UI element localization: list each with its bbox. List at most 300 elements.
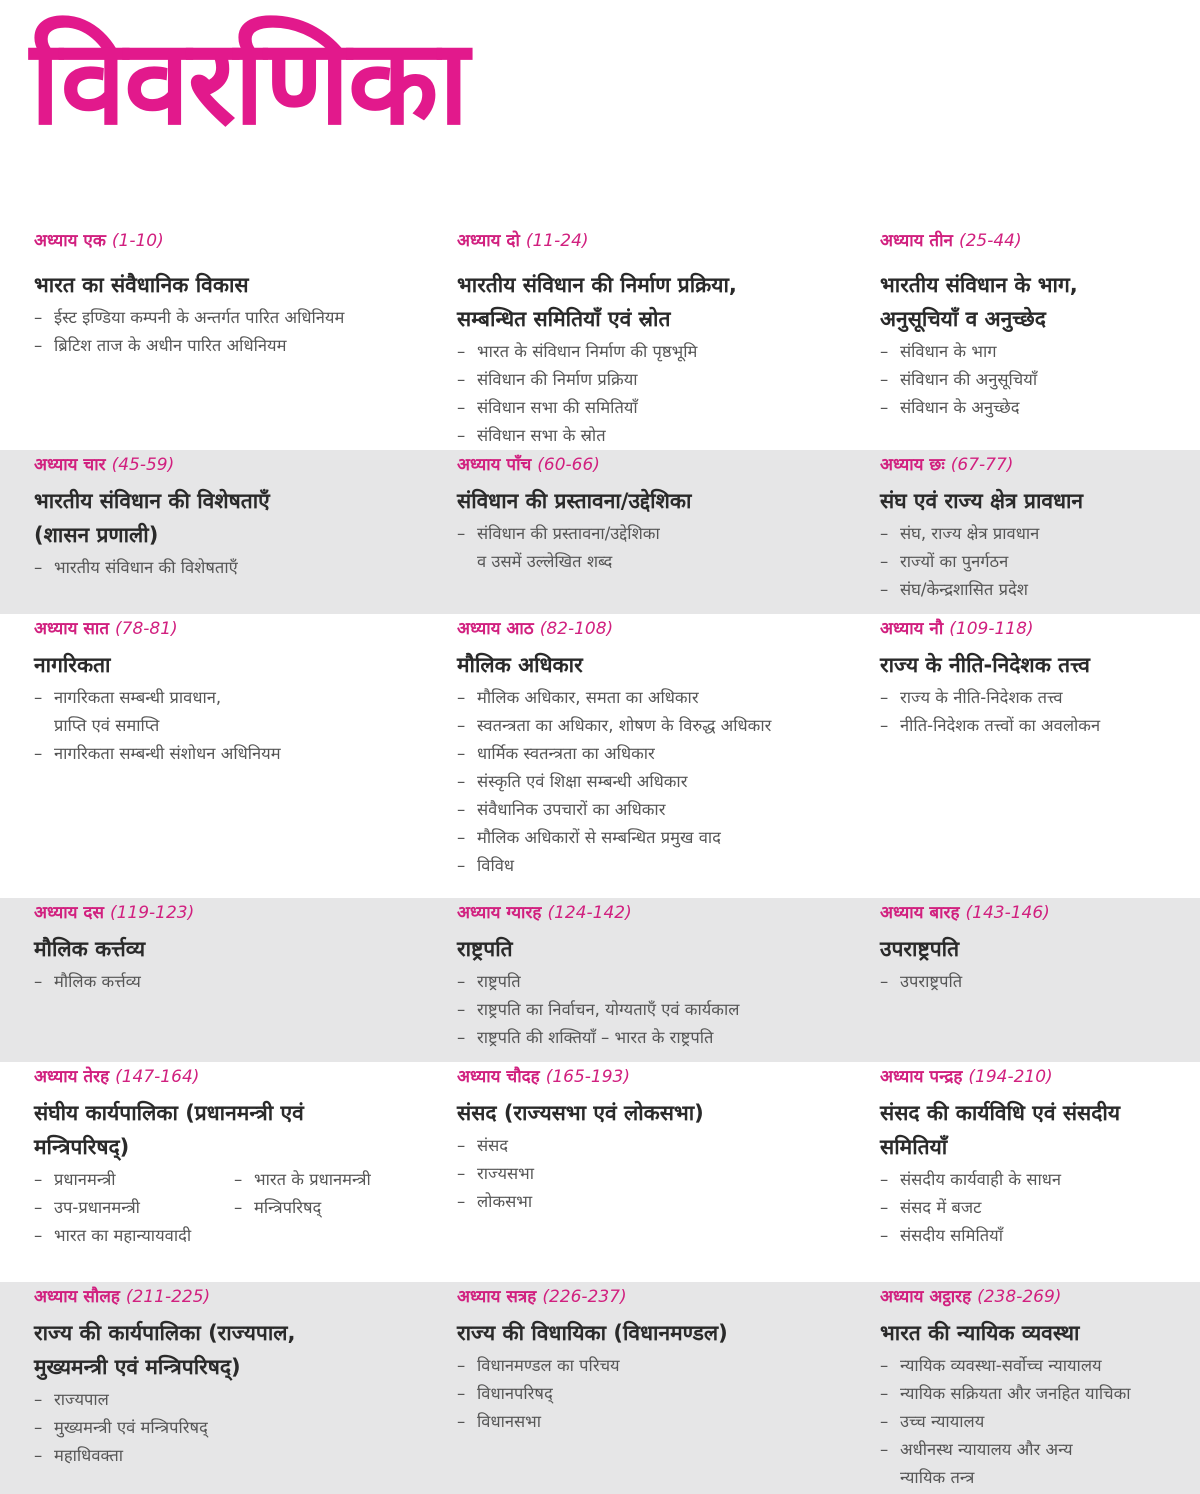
chapter-title-line: मुख्यमन्त्री एवं मन्त्रिपरिषद्): [34, 1355, 241, 1379]
chapter-page-range: (211-225): [125, 1287, 211, 1307]
topic-list: [457, 1352, 728, 1436]
topic-dash: –: [457, 744, 466, 763]
topic-list: [880, 1166, 1120, 1250]
topic-dash: –: [880, 552, 889, 571]
topic-list: [880, 338, 1078, 422]
topic-text: विधानमण्डल का परिचय: [477, 1356, 620, 1375]
chapter-heading: [34, 1066, 371, 1088]
chapter-number: अध्याय अट्ठारह: [880, 1287, 972, 1307]
topic-text: मौलिक अधिकारों से सम्बन्धित प्रमुख वाद: [477, 828, 721, 847]
topic-text: विधानसभा: [477, 1412, 542, 1431]
chapter-row: [0, 898, 1200, 1062]
topic-item: [457, 824, 771, 852]
topic-dash: –: [457, 856, 466, 875]
chapter-title-line: समितियाँ: [880, 1135, 948, 1159]
chapter-heading: [34, 230, 344, 252]
chapter-number: अध्याय तीन: [880, 231, 953, 251]
chapter-heading: [457, 618, 771, 640]
topic-list: [457, 338, 737, 450]
topic-text: संस्कृति एवं शिक्षा सम्बन्धी अधिकार: [477, 772, 688, 791]
chapter-title-line: संसद की कार्यविधि एवं संसदीय: [880, 1101, 1121, 1125]
chapter-title: [34, 1316, 295, 1384]
topic-dash: –: [34, 972, 43, 991]
topic-dash: –: [34, 1198, 43, 1217]
topic-item: [34, 1414, 295, 1442]
chapter-title-line: भारतीय संविधान के भाग,: [880, 273, 1078, 297]
chapter-number: अध्याय एक: [34, 231, 106, 251]
topic-dash: –: [457, 828, 466, 847]
chapter-title-line: नागरिकता: [34, 653, 111, 677]
chapter-page-range: (119-123): [109, 903, 195, 923]
topic-text: उच्च न्यायालय: [900, 1412, 985, 1431]
topic-columns: [34, 1164, 371, 1250]
topic-item: [880, 968, 1050, 996]
chapter-title-line: (शासन प्रणाली): [34, 523, 159, 547]
chapter-number: अध्याय बारह: [880, 903, 960, 923]
topic-list: [457, 684, 771, 880]
chapter-block: [880, 1066, 1120, 1250]
topic-text: प्राप्ति एवं समाप्ति: [54, 716, 160, 735]
topic-text: संविधान सभा के स्रोत: [477, 426, 606, 445]
topic-dash: –: [880, 524, 889, 543]
topic-text: राष्ट्रपति की शक्तियाँ – भारत के राष्ट्रपति: [477, 1028, 714, 1047]
topic-list: [880, 520, 1083, 604]
chapter-heading: [34, 1286, 295, 1308]
topic-text: संवैधानिक उपचारों का अधिकार: [477, 800, 666, 819]
chapter-block: [34, 1066, 371, 1250]
topic-text: लोकसभा: [477, 1192, 533, 1211]
topic-dash: –: [34, 1390, 43, 1409]
topic-list: [34, 1166, 234, 1250]
topic-item: [457, 768, 771, 796]
topic-dash: –: [457, 426, 466, 445]
topic-item: [457, 422, 737, 450]
topic-dash: –: [880, 1384, 889, 1403]
chapter-title: [880, 484, 1083, 518]
chapter-title-line: मौलिक कर्त्तव्य: [34, 937, 146, 961]
topic-item: [880, 1408, 1131, 1436]
topic-text: व उसमें उल्लेखित शब्द: [477, 552, 613, 571]
chapter-row: [0, 614, 1200, 898]
chapter-block: [457, 454, 691, 576]
topic-item: [880, 366, 1078, 394]
chapter-heading: [34, 902, 194, 924]
topic-dash: –: [880, 580, 889, 599]
topic-list: [234, 1166, 371, 1222]
chapter-heading: [880, 1066, 1120, 1088]
chapter-heading: [457, 902, 739, 924]
chapter-number: अध्याय दो: [457, 231, 520, 251]
chapter-number: अध्याय ग्यारह: [457, 903, 542, 923]
topic-text: विधानपरिषद्: [477, 1384, 553, 1403]
topic-item: [880, 1380, 1131, 1408]
topic-item: [880, 1194, 1120, 1222]
topic-dash: –: [457, 398, 466, 417]
topic-dash: –: [34, 1226, 43, 1245]
topic-item: [34, 1386, 295, 1414]
chapter-number: अध्याय सत्रह: [457, 1287, 537, 1307]
chapter-title: [457, 932, 739, 966]
chapter-block: [457, 1066, 704, 1216]
topic-list: [457, 1132, 704, 1216]
topic-list: [880, 968, 1050, 996]
chapter-title-line: राज्य की विधायिका (विधानमण्डल): [457, 1321, 728, 1345]
topic-text: संसदीय समितियाँ: [900, 1226, 1003, 1245]
topic-text: संविधान की निर्माण प्रक्रिया: [477, 370, 638, 389]
chapter-title-line: संविधान की प्रस्तावना/उद्देशिका: [457, 489, 692, 513]
chapter-page-range: (11-24): [525, 231, 589, 251]
topic-item: [880, 1166, 1120, 1194]
topic-text: भारत का महान्यायवादी: [54, 1226, 192, 1245]
chapter-title: [880, 1096, 1120, 1164]
chapter-block: [34, 1286, 295, 1470]
topic-text: संसदीय कार्यवाही के साधन: [900, 1170, 1062, 1189]
topic-dash: –: [457, 370, 466, 389]
topic-text: नागरिकता सम्बन्धी प्रावधान,: [54, 688, 222, 707]
topic-dash: –: [880, 1440, 889, 1459]
chapter-page-range: (147-164): [115, 1067, 200, 1087]
chapter-number: अध्याय पाँच: [457, 455, 532, 475]
chapter-title-line: भारतीय संविधान की निर्माण प्रक्रिया,: [457, 273, 737, 297]
chapter-title: [457, 268, 737, 336]
topic-dash: –: [880, 972, 889, 991]
topic-item: [234, 1166, 371, 1194]
topic-item: [880, 338, 1078, 366]
topic-text: भारतीय संविधान की विशेषताएँ: [54, 558, 238, 577]
chapter-block: [457, 902, 739, 1052]
topic-item: [234, 1194, 371, 1222]
topic-list: [880, 1352, 1131, 1492]
topic-text: उप-प्रधानमन्त्री: [54, 1198, 140, 1217]
topic-text: न्यायिक तन्त्र: [900, 1468, 975, 1487]
chapter-number: अध्याय चार: [34, 455, 106, 475]
chapter-title-line: संघ एवं राज्य क्षेत्र प्रावधान: [880, 489, 1084, 513]
topic-text: अधीनस्थ न्यायालय और अन्य: [900, 1440, 1073, 1459]
chapter-number: अध्याय छः: [880, 455, 945, 475]
topic-text: संविधान सभा की समितियाँ: [477, 398, 638, 417]
topic-dash: –: [880, 1412, 889, 1431]
topic-dash: –: [34, 558, 43, 577]
chapter-block: [457, 1286, 728, 1436]
chapter-page-range: (60-66): [537, 455, 600, 475]
chapter-block: [457, 230, 737, 450]
topic-dash: –: [457, 800, 466, 819]
chapter-block: [34, 902, 194, 996]
chapter-page-range: (1-10): [111, 231, 164, 251]
chapter-block: [880, 454, 1083, 604]
chapter-title-line: भारतीय संविधान की विशेषताएँ: [34, 489, 270, 513]
topic-item: [34, 712, 281, 740]
chapter-heading: [34, 618, 281, 640]
chapter-heading: [880, 230, 1078, 252]
chapter-heading: [457, 230, 737, 252]
topic-text: राज्यपाल: [54, 1390, 109, 1409]
topic-item: [457, 968, 739, 996]
topic-item: [457, 1352, 728, 1380]
topic-list: [457, 520, 691, 576]
chapter-title: [880, 268, 1078, 336]
topic-item: [34, 968, 194, 996]
chapter-title: [34, 268, 344, 302]
topic-dash: –: [880, 370, 889, 389]
topic-dash: –: [880, 716, 889, 735]
topic-dash: –: [457, 1384, 466, 1403]
topic-dash: –: [34, 336, 43, 355]
topic-dash: –: [34, 744, 43, 763]
chapter-title-line: उपराष्ट्रपति: [880, 937, 960, 961]
topic-dash: –: [880, 688, 889, 707]
chapter-page-range: (124-142): [547, 903, 632, 923]
topic-item: [457, 1188, 704, 1216]
topic-item: [880, 520, 1083, 548]
topic-dash: –: [457, 1028, 466, 1047]
topic-item: [880, 576, 1083, 604]
chapter-title-line: संसद (राज्यसभा एवं लोकसभा): [457, 1101, 704, 1125]
topic-list: [34, 1386, 295, 1470]
chapter-block: [880, 618, 1100, 740]
topic-text: राष्ट्रपति का निर्वाचन, योग्यताएँ एवं कार्यकाल: [477, 1000, 740, 1019]
chapter-number: अध्याय चौदह: [457, 1067, 540, 1087]
topic-text: उपराष्ट्रपति: [900, 972, 963, 991]
chapter-title: [34, 648, 281, 682]
topic-text: संविधान की अनुसूचियाँ: [900, 370, 1038, 389]
topic-item: [457, 520, 691, 548]
chapter-title: [457, 1096, 704, 1130]
topic-item: [880, 394, 1078, 422]
topic-item: [34, 304, 344, 332]
topic-dash: –: [880, 1356, 889, 1375]
topic-text: भारत के संविधान निर्माण की पृष्ठभूमि: [477, 342, 698, 361]
chapter-block: [880, 902, 1050, 996]
topic-dash: –: [34, 1418, 43, 1437]
topic-text: नीति-निदेशक तत्त्वों का अवलोकन: [900, 716, 1101, 735]
chapter-row: [0, 1282, 1200, 1494]
topic-item: [34, 740, 281, 768]
topic-dash: –: [457, 1136, 466, 1155]
topic-text: संविधान के भाग: [900, 342, 997, 361]
topic-text: भारत के प्रधानमन्त्री: [254, 1170, 371, 1189]
chapter-title-line: सम्बन्धित समितियाँ एवं स्रोत: [457, 307, 671, 331]
chapter-row: [0, 450, 1200, 614]
chapter-block: [457, 618, 771, 880]
topic-list: [34, 554, 270, 582]
topic-text: संसद: [477, 1136, 509, 1155]
chapter-title-line: भारत का संवैधानिक विकास: [34, 273, 249, 297]
chapter-number: अध्याय सात: [34, 619, 110, 639]
chapter-page-range: (25-44): [958, 231, 1022, 251]
topic-item: [34, 1166, 234, 1194]
topic-item: [457, 1160, 704, 1188]
topic-item: [880, 1222, 1120, 1250]
topic-item: [880, 1352, 1131, 1380]
topic-item: [457, 796, 771, 824]
topic-item: [457, 852, 771, 880]
topic-item: [34, 332, 344, 360]
topic-text: स्वतन्त्रता का अधिकार, शोषण के विरुद्ध अधिकार: [477, 716, 772, 735]
topic-item: [457, 712, 771, 740]
topic-item: [34, 684, 281, 712]
topic-item: [457, 548, 691, 576]
topic-dash: –: [457, 716, 466, 735]
topic-item: [880, 1464, 1131, 1492]
topic-dash: –: [457, 1192, 466, 1211]
topic-item: [34, 1442, 295, 1470]
topic-text: राज्यों का पुनर्गठन: [900, 552, 1009, 571]
topic-text: ईस्ट इण्डिया कम्पनी के अन्तर्गत पारित अधिनियम: [54, 308, 345, 327]
topic-dash: –: [457, 1412, 466, 1431]
chapter-title: [880, 932, 1050, 966]
topic-item: [34, 1222, 234, 1250]
topic-item: [457, 684, 771, 712]
topic-item: [34, 554, 270, 582]
chapter-title: [880, 1316, 1131, 1350]
topic-item: [457, 1408, 728, 1436]
topic-item: [457, 366, 737, 394]
topic-text: मुख्यमन्त्री एवं मन्त्रिपरिषद्: [54, 1418, 208, 1437]
topic-item: [457, 1132, 704, 1160]
topic-item: [880, 684, 1100, 712]
chapter-title: [34, 932, 194, 966]
chapter-page-range: (45-59): [111, 455, 175, 475]
topic-item: [457, 1380, 728, 1408]
topic-dash: –: [880, 1226, 889, 1245]
topic-dash: –: [34, 1170, 43, 1189]
chapter-block: [880, 1286, 1131, 1492]
topic-dash: –: [457, 688, 466, 707]
chapter-title-line: राष्ट्रपति: [457, 937, 513, 961]
topic-text: राज्य के नीति-निदेशक तत्त्व: [900, 688, 1063, 707]
topic-item: [457, 394, 737, 422]
topic-dash: –: [457, 342, 466, 361]
chapter-title: [34, 484, 270, 552]
topic-text: धार्मिक स्वतन्त्रता का अधिकार: [477, 744, 655, 763]
topic-text: मौलिक अधिकार, समता का अधिकार: [477, 688, 699, 707]
topic-dash: –: [880, 342, 889, 361]
chapter-title-line: मन्त्रिपरिषद्): [34, 1135, 130, 1159]
topic-list: [34, 968, 194, 996]
chapter-title: [880, 648, 1100, 682]
topic-text: संघ, राज्य क्षेत्र प्रावधान: [900, 524, 1040, 543]
topic-text: राष्ट्रपति: [477, 972, 521, 991]
topic-item: [457, 1024, 739, 1052]
topic-dash: –: [457, 1164, 466, 1183]
chapter-row: [0, 226, 1200, 450]
topic-dash: –: [880, 1198, 889, 1217]
topic-item: [880, 1436, 1131, 1464]
chapter-block: [34, 618, 281, 768]
topic-dash: –: [880, 398, 889, 417]
chapter-number: अध्याय आठ: [457, 619, 534, 639]
topic-item: [457, 996, 739, 1024]
topic-text: विविध: [477, 856, 515, 875]
chapter-page-range: (165-193): [545, 1067, 630, 1087]
chapter-page-range: (226-237): [542, 1287, 627, 1307]
chapter-page-range: (194-210): [968, 1067, 1053, 1087]
chapter-number: अध्याय सौलह: [34, 1287, 120, 1307]
chapter-number: अध्याय तेरह: [34, 1067, 110, 1087]
chapter-title: [457, 648, 771, 682]
chapter-title: [457, 484, 691, 518]
topic-text: राज्यसभा: [477, 1164, 535, 1183]
chapter-title: [457, 1316, 728, 1350]
chapter-title-line: मौलिक अधिकार: [457, 653, 583, 677]
chapter-row: [0, 1062, 1200, 1282]
chapter-block: [34, 454, 270, 582]
topic-item: [880, 548, 1083, 576]
topic-text: संघ/केन्द्रशासित प्रदेश: [900, 580, 1028, 599]
chapter-page-range: (238-269): [977, 1287, 1062, 1307]
topic-list: [34, 684, 281, 768]
topic-item: [457, 740, 771, 768]
chapter-title-line: संघीय कार्यपालिका (प्रधानमन्त्री एवं: [34, 1101, 304, 1125]
chapter-block: [880, 230, 1078, 422]
chapter-title-line: राज्य की कार्यपालिका (राज्यपाल,: [34, 1321, 296, 1345]
topic-dash: –: [457, 772, 466, 791]
chapter-title-line: अनुसूचियाँ व अनुच्छेद: [880, 307, 1046, 331]
chapter-heading: [457, 1286, 728, 1308]
topic-dash: –: [457, 1356, 466, 1375]
topic-dash: –: [34, 1446, 43, 1465]
chapter-title-line: राज्य के नीति-निदेशक तत्त्व: [880, 653, 1090, 677]
chapter-heading: [880, 618, 1100, 640]
topic-list: [457, 968, 739, 1052]
chapter-page-range: (109-118): [949, 619, 1034, 639]
topic-text: महाधिवक्ता: [54, 1446, 124, 1465]
chapter-page-range: (67-77): [950, 455, 1014, 475]
topic-text: मौलिक कर्त्तव्य: [54, 972, 141, 991]
chapter-page-range: (78-81): [115, 619, 178, 639]
chapter-page-range: (143-146): [965, 903, 1050, 923]
page-title: विवरणिका: [30, 13, 468, 151]
topic-dash: –: [457, 1000, 466, 1019]
chapter-heading: [880, 454, 1083, 476]
chapter-title: [34, 1096, 371, 1164]
topic-dash: –: [234, 1198, 243, 1217]
topic-text: प्रधानमन्त्री: [54, 1170, 116, 1189]
topic-text: संविधान के अनुच्छेद: [900, 398, 1020, 417]
chapter-number: अध्याय दस: [34, 903, 104, 923]
chapter-heading: [880, 902, 1050, 924]
chapter-heading: [880, 1286, 1131, 1308]
chapter-block: [34, 230, 344, 360]
chapter-heading: [34, 454, 270, 476]
chapter-title-line: भारत की न्यायिक व्यवस्था: [880, 1321, 1080, 1345]
topic-dash: –: [457, 524, 466, 543]
chapter-number: अध्याय नौ: [880, 619, 944, 639]
chapter-page-range: (82-108): [539, 619, 614, 639]
topic-list: [34, 304, 344, 360]
topic-text: न्यायिक व्यवस्था-सर्वोच्च न्यायालय: [900, 1356, 1102, 1375]
topic-item: [457, 338, 737, 366]
chapter-number: अध्याय पन्द्रह: [880, 1067, 963, 1087]
topic-dash: –: [234, 1170, 243, 1189]
topic-text: न्यायिक सक्रियता और जनहित याचिका: [900, 1384, 1131, 1403]
topic-text: मन्त्रिपरिषद्: [254, 1198, 322, 1217]
topic-text: संसद में बजट: [900, 1198, 982, 1217]
topic-dash: –: [880, 1170, 889, 1189]
topic-item: [880, 712, 1100, 740]
chapter-heading: [457, 1066, 704, 1088]
topic-dash: –: [457, 972, 466, 991]
topic-list: [880, 684, 1100, 740]
topic-text: ब्रिटिश ताज के अधीन पारित अधिनियम: [54, 336, 287, 355]
topic-text: नागरिकता सम्बन्धी संशोधन अधिनियम: [54, 744, 281, 763]
topic-item: [34, 1194, 234, 1222]
topic-text: संविधान की प्रस्तावना/उद्देशिका: [477, 524, 660, 543]
topic-dash: –: [34, 308, 43, 327]
chapter-heading: [457, 454, 691, 476]
topic-dash: –: [34, 688, 43, 707]
